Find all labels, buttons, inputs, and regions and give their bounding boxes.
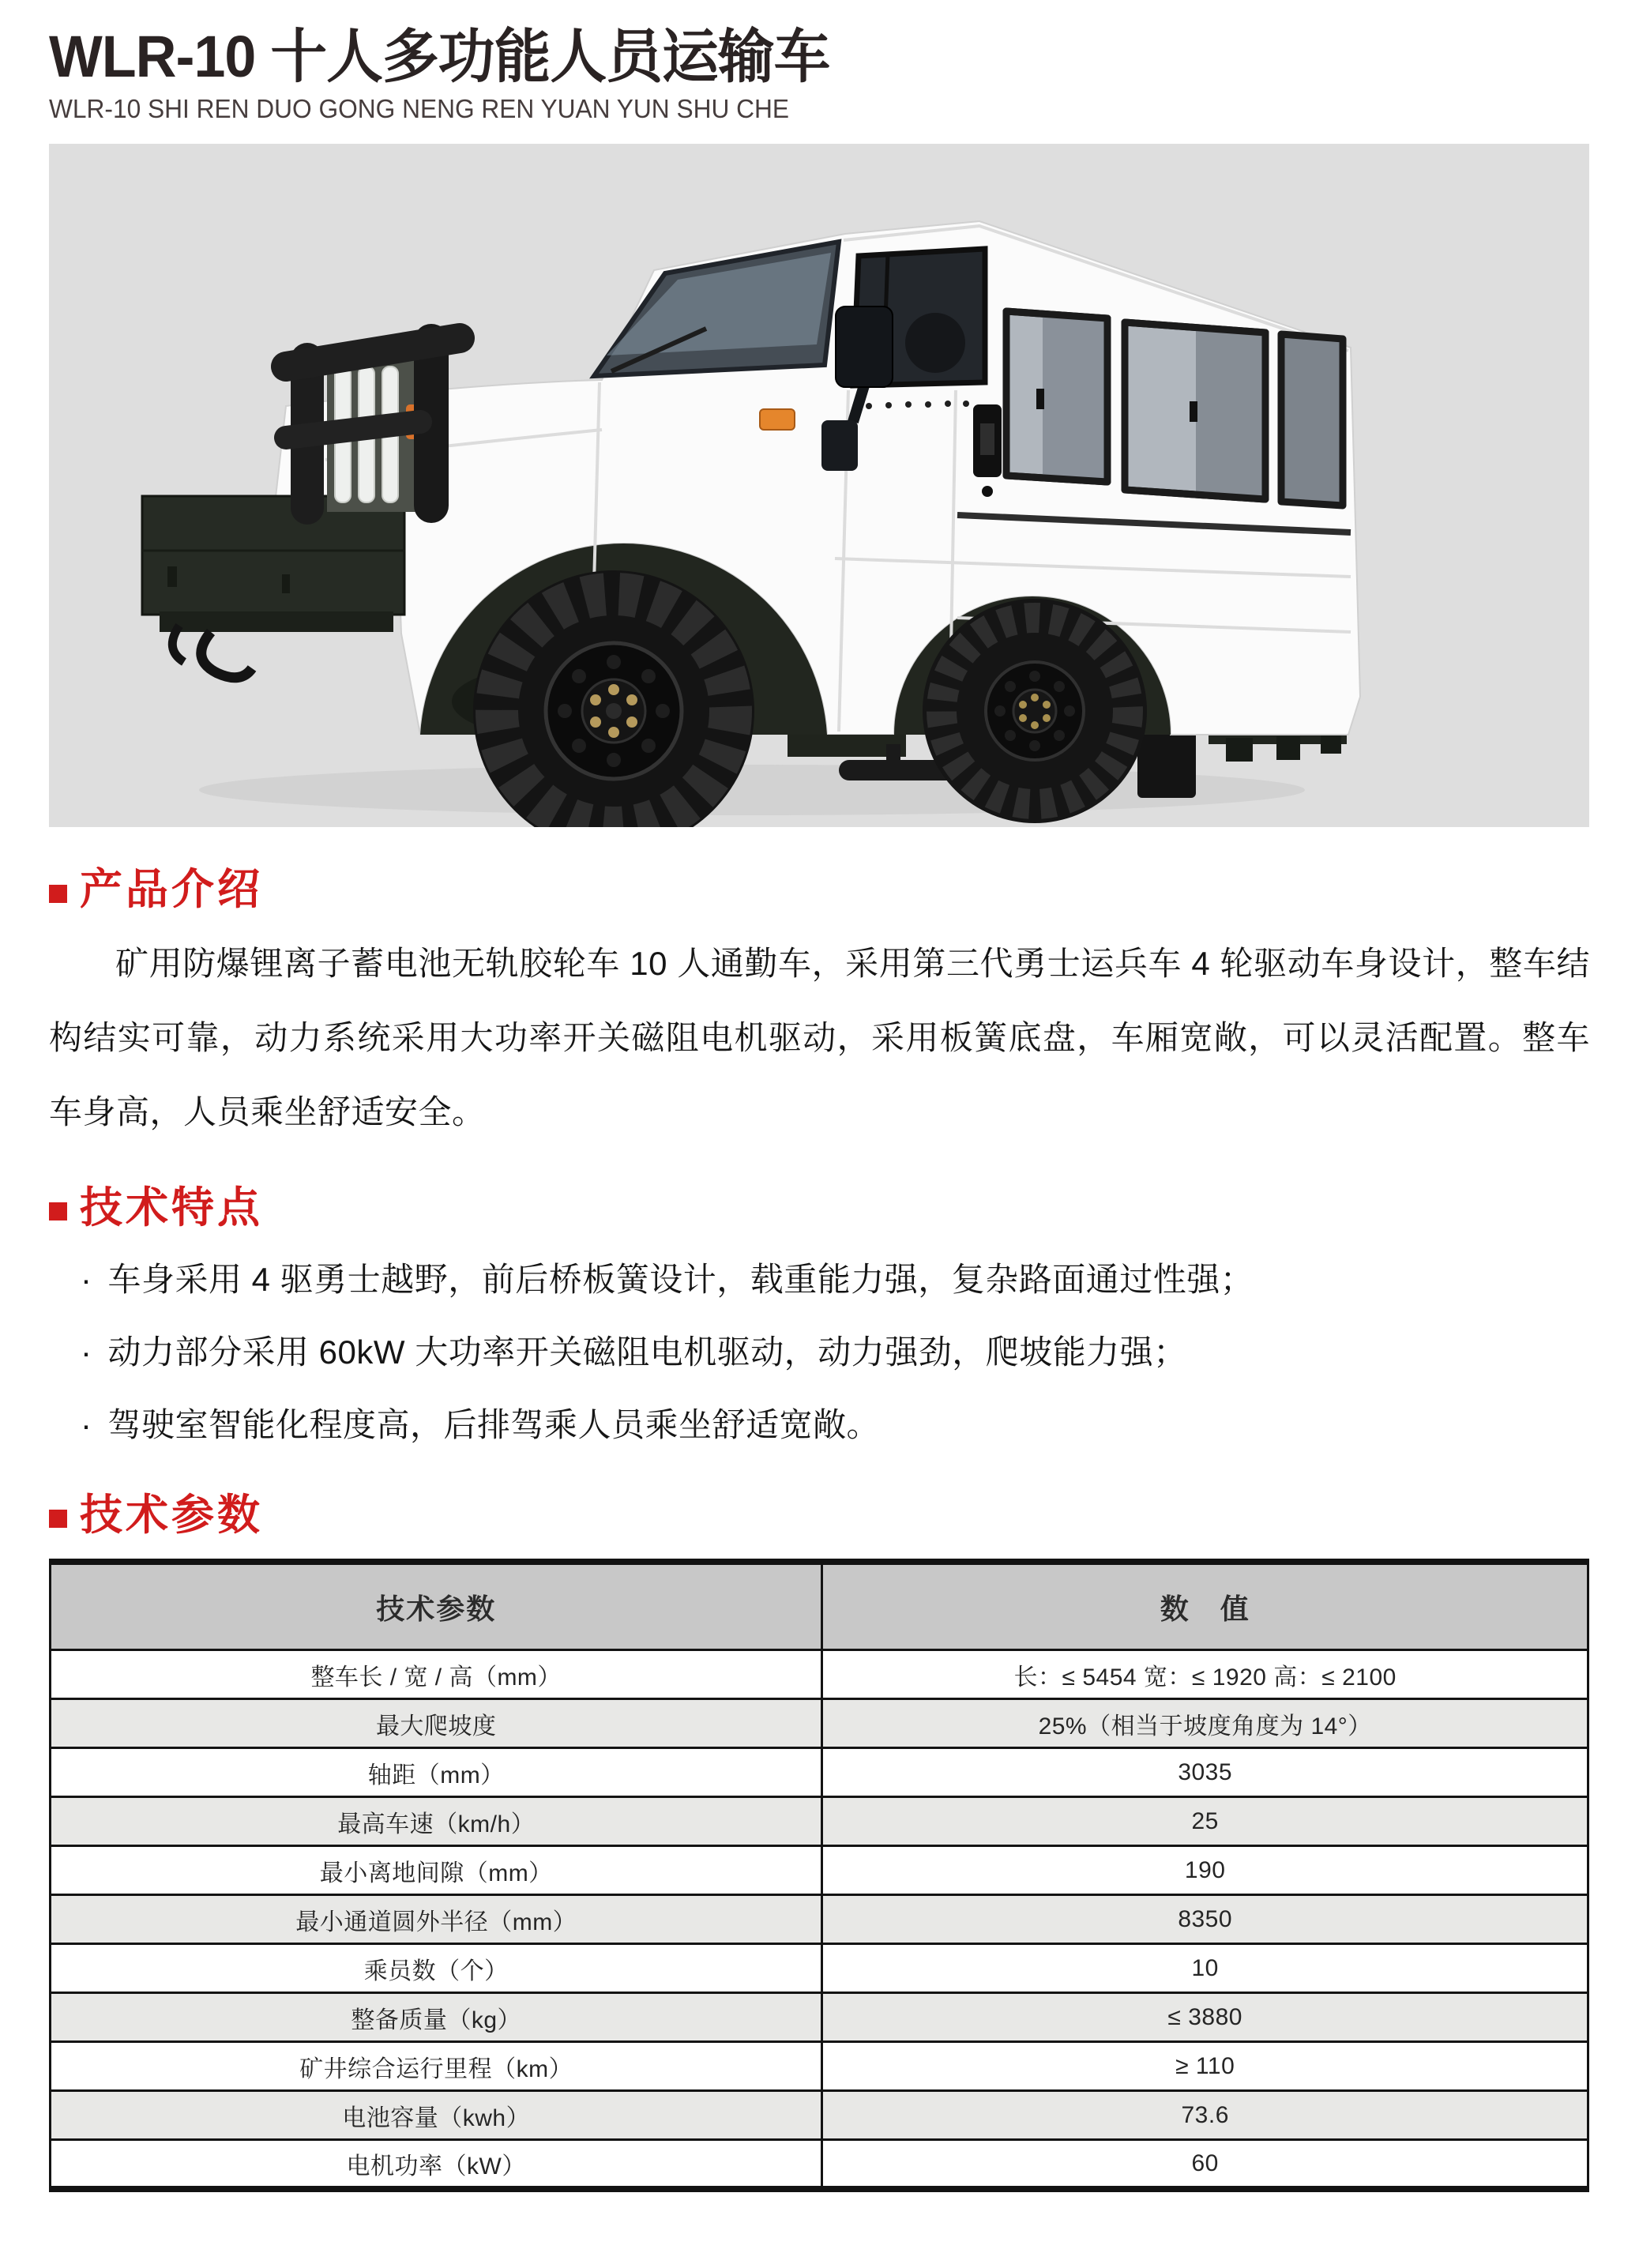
vehicle-illustration [49, 144, 1589, 827]
rear-side-windows [1006, 311, 1343, 506]
table-row [51, 1944, 1588, 1993]
bull-bar [286, 324, 460, 525]
red-square-bullet-icon [49, 1202, 67, 1221]
table-row [51, 2042, 1588, 2091]
param-cell: 轴距（mm） [51, 1748, 822, 1797]
middle-dot-bullet: · [81, 1406, 92, 1444]
table-row [51, 1699, 1588, 1748]
table-row [51, 1797, 1588, 1846]
value-cell: 25%（相当于坡度角度为 14°） [822, 1699, 1588, 1748]
specs-heading-label: 技术参数 [80, 1491, 263, 1539]
value-cell: 长：≤ 5454 宽：≤ 1920 高：≤ 2100 [822, 1650, 1588, 1699]
middle-dot-bullet: · [81, 1333, 92, 1371]
side-indicator-lamp [760, 409, 795, 430]
feature-item [81, 1316, 1590, 1389]
value-cell: 10 [822, 1944, 1588, 1993]
param-cell: 最高车速（km/h） [51, 1797, 822, 1846]
col-header-parameter: 技术参数 [51, 1562, 822, 1650]
page-title: WLR-10 十人多功能人员运输车 [49, 24, 830, 89]
section-specs [49, 1491, 1590, 2192]
specs-heading [49, 1491, 1590, 1540]
param-cell: 最小通道圆外半径（mm） [51, 1895, 822, 1944]
vehicle-photo [49, 144, 1589, 827]
param-cell: 乘员数（个） [51, 1944, 822, 1993]
front-bumper [142, 496, 404, 678]
param-cell: 电池容量（kwh） [51, 2091, 822, 2140]
spec-table-header-row [51, 1562, 1588, 1650]
rear-wheel [923, 599, 1147, 823]
table-row [51, 1748, 1588, 1797]
value-cell: 73.6 [822, 2091, 1588, 2140]
param-cell: 最大爬坡度 [51, 1699, 822, 1748]
section-features [49, 1183, 1590, 1462]
table-row [51, 2091, 1588, 2140]
table-row [51, 1650, 1588, 1699]
value-cell: 60 [822, 2140, 1588, 2189]
intro-heading [49, 865, 1590, 914]
param-cell: 整车长 / 宽 / 高（mm） [51, 1650, 822, 1699]
windshield [594, 242, 839, 376]
doc-header [49, 25, 1590, 123]
middle-dot-bullet: · [81, 1260, 92, 1298]
table-row [51, 1993, 1588, 2042]
value-cell: ≤ 3880 [822, 1993, 1588, 2042]
spec-table [49, 1559, 1589, 2192]
section-intro [49, 865, 1590, 1149]
feature-item [81, 1243, 1590, 1316]
intro-paragraph: 矿用防爆锂离子蓄电池无轨胶轮车 10 人通勤车，采用第三代勇士运兵车 4 轮驱动车身设计，整车结构结实可靠，动力系统采用大功率开关磁阻电机驱动，采用板簧底盘，车厢宽敞，可以灵活配置。整车车身高，人员乘坐舒适安全。 [49, 945, 1590, 1131]
table-row [51, 1895, 1588, 1944]
features-heading-label: 技术特点 [80, 1183, 263, 1232]
intro-heading-label: 产品介绍 [80, 866, 263, 914]
feature-list [49, 1243, 1590, 1462]
param-cell: 电机功率（kW） [51, 2140, 822, 2189]
feature-text: 车身采用 4 驱勇士越野，前后桥板簧设计，载重能力强，复杂路面通过性强； [107, 1260, 1254, 1298]
page-subtitle: WLR-10 SHI REN DUO GONG NENG REN YUAN YUN SHU CHE [49, 93, 790, 123]
features-heading [49, 1183, 1590, 1232]
value-cell: 8350 [822, 1895, 1588, 1944]
value-cell: 25 [822, 1797, 1588, 1846]
value-cell: 3035 [822, 1748, 1588, 1797]
feature-text: 驾驶室智能化程度高，后排驾乘人员乘坐舒适宽敞。 [107, 1406, 881, 1444]
table-row [51, 1846, 1588, 1895]
value-cell: 190 [822, 1846, 1588, 1895]
param-cell: 最小离地间隙（mm） [51, 1846, 822, 1895]
feature-text: 动力部分采用 60kW 大功率开关磁阻电机驱动，动力强劲，爬坡能力强； [107, 1333, 1187, 1371]
feature-item [81, 1389, 1590, 1461]
param-cell: 整备质量（kg） [51, 1993, 822, 2042]
table-row [51, 2140, 1588, 2189]
red-square-bullet-icon [49, 1510, 67, 1528]
value-cell: ≥ 110 [822, 2042, 1588, 2091]
param-cell: 矿井综合运行里程（km） [51, 2042, 822, 2091]
col-header-value: 数 值 [822, 1562, 1588, 1650]
red-square-bullet-icon [49, 885, 67, 903]
